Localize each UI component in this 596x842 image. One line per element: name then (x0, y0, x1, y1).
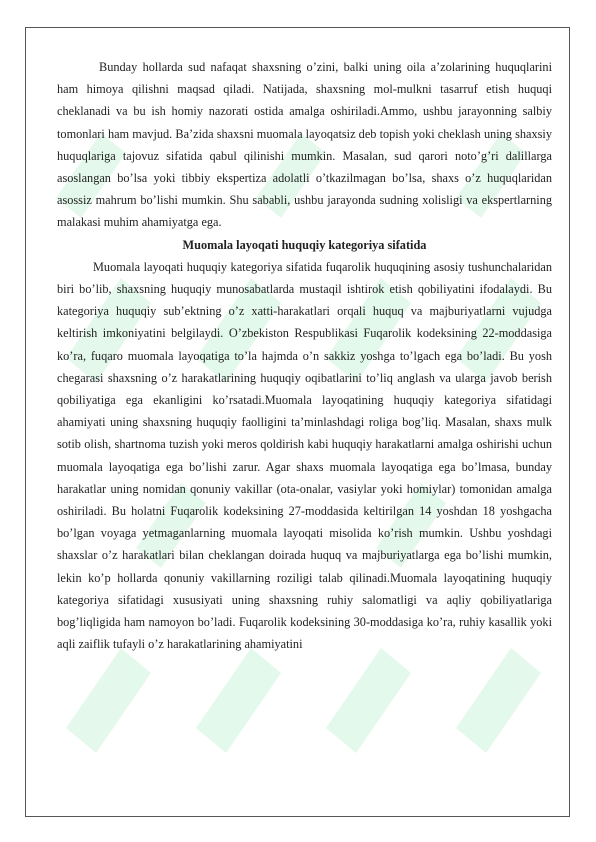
document-body (57, 56, 552, 655)
paragraph-2: Muomala layoqati huquqiy kategoriya sifatida fuqarolik huquqining asosiy tushunchalaridan biri bo’lib, shaxsning huquqiy munosabatlarda mustaqil ishtirok etish qobiliyatini ifodalaydi. Bu kategoriya huquqiy sub’ektning o’z xatti-harakatlari orqali huquq va majburiyatlarni vujudga keltirish imkoniyatini belgilaydi. O’zbekiston Respublikasi Fuqarolik kodeksining 22-moddasiga ko’ra, fuqaro muomala layoqatiga to’la hajmda o’n sakkiz yoshga to’lgach ega bo’ladi. Bu yosh chegarasi shaxsning o’z harakatlarining huquqiy oqibatlarini to’liq anglash va ularga javob berish qobiliyatiga ega ekanligini ko’rsatadi.Muomala layoqatining huquqiy kategoriya sifatidagi ahamiyati uning shaxsning huquqiy faolligini ta’minlashdagi roliga bog’liq. Masalan, shaxs mulk sotib olish, shartnoma tuzish yoki meros qoldirish kabi huquqiy harakatlarni amalga oshirishi uchun muomala layoqatiga ega bo’lishi zarur. Agar shaxs muomala layoqatiga ega bo’lmasa, bunday harakatlar uning nomidan qonuniy vakillar (ota-onalar, vasiylar yoki homiylar) tomonidan amalga oshiriladi. Bu holatni Fuqarolik kodeksining 27-moddasida keltirilgan 14 yoshdan 18 yoshgacha bo’lgan voyaga yetmaganlarning muomala layoqati misolida ko’rish mumkin. Ushbu yoshdagi shaxslar o’z harakatlari bilan cheklangan doirada huquq va majburiyatlarga ega bo’lishi mumkin, lekin ko’p hollarda qonuniy vakillarning roziligi talab qilinadi.Muomala layoqatining huquqiy kategoriya sifatidagi xususiyati uning shaxsning ruhiy salomatligi va aqliy qobiliyatlariga bog’liqligida ham namoyon bo’ladi. Fuqarolik kodeksining 30-moddasiga ko’ra, ruhiy kasallik yoki aqli zaiflik tufayli o’z harakatlarining ahamiyatini (57, 259, 552, 652)
watermark-arrow (196, 648, 281, 753)
page-frame (25, 27, 570, 817)
watermark-arrow (456, 648, 541, 753)
paragraph-1: Bunday hollarda sud nafaqat shaxsning o’zini, balki uning oila a’zolarining huquqlarini ham himoya qilishni maqsad qiladi. Natijada, shaxsning mol-mulkni tasarruf etish huquqi cheklanadi va bu ish homiy nazorati ostida amalga oshiriladi.Ammo, ushbu jarayonning salbiy tomonlari ham mavjud. Ba’zida shaxsni muomala layoqatsiz deb topish yoki cheklash uning shaxsiy huquqlariga tajovuz sifatida qabul qilinishi mumkin. Masalan, sud qarori noto’g’ri dalillarga asoslangan bo’lsa yoki tibbiy ekspertiza adolatli o’tkazilmagan bo’lsa, shaxs o’z huquqlaridan asossiz mahrum bo’lishi mumkin. Shu sababli, ushbu jarayonda sudning xolisligi va ekspertlarning malakasi muhim ahamiyatga ega. (57, 60, 552, 230)
section-heading: Muomala layoqati huquqiy kategoriya sifatida (182, 237, 427, 252)
watermark-arrow (326, 648, 411, 753)
watermark-arrow (66, 648, 151, 753)
